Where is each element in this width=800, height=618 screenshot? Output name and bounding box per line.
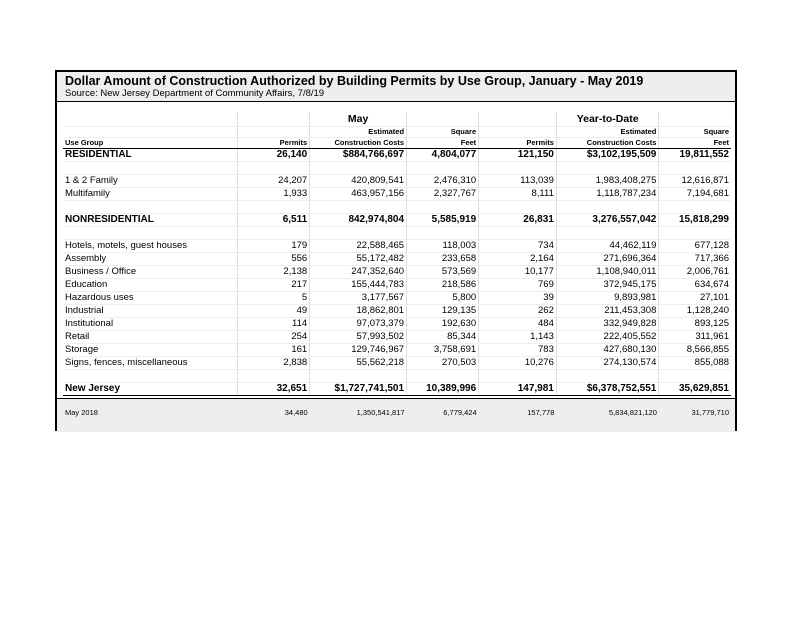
footer-permits: 34,480: [284, 408, 308, 417]
cell-sqft: 218,586: [407, 279, 479, 292]
cell-ytd-cost: 44,462,119: [556, 240, 659, 253]
header-ytd-square: Square: [659, 127, 731, 138]
table-row: [63, 175, 731, 188]
table-row: [63, 279, 731, 292]
report-frame: [55, 70, 737, 431]
cell-sqft: 2,327,767: [407, 188, 479, 201]
table-row: [63, 292, 731, 305]
cell-label: 1 & 2 Family: [63, 175, 238, 188]
cell-ytd-permits: 26,831: [479, 214, 557, 227]
cell-permits: 2,838: [238, 357, 310, 370]
header-feet: Feet: [407, 138, 479, 149]
cell-permits: 556: [238, 253, 310, 266]
cell-sqft: 129,135: [407, 305, 479, 318]
cell-ytd-permits: 10,177: [479, 266, 557, 279]
footer-ytd-sqft: 31,779,710: [691, 408, 729, 417]
cell-ytd-cost: 332,949,828: [556, 318, 659, 331]
spacer-row: [63, 227, 731, 240]
cell-sqft: 10,389,996: [407, 383, 479, 396]
cell-ytd-cost: 1,108,940,011: [556, 266, 659, 279]
cell-permits: 26,140: [238, 149, 310, 162]
cell-ytd-sqft: 893,125: [659, 318, 731, 331]
cell-ytd-cost: 3,276,557,042: [556, 214, 659, 227]
table-row: [63, 318, 731, 331]
cell-ytd-cost: 222,405,552: [556, 331, 659, 344]
header-estimated: Estimated: [310, 127, 407, 138]
cell-cost: 97,073,379: [310, 318, 407, 331]
cell-sqft: 5,585,919: [407, 214, 479, 227]
table-row: [63, 331, 731, 344]
cell-ytd-permits: 39: [479, 292, 557, 305]
cell-permits: 1,933: [238, 188, 310, 201]
cell-ytd-sqft: 19,811,552: [659, 149, 731, 162]
cell-label: Multifamily: [63, 188, 238, 201]
cell-label: Signs, fences, miscellaneous: [63, 357, 238, 370]
cell-permits: 161: [238, 344, 310, 357]
footer-sqft: 6,779,424: [443, 408, 477, 417]
cell-label: NONRESIDENTIAL: [63, 214, 238, 227]
cell-ytd-cost: 1,118,787,234: [556, 188, 659, 201]
cell-ytd-permits: 734: [479, 240, 557, 253]
cell-permits: 24,207: [238, 175, 310, 188]
cell-ytd-cost: $3,102,195,509: [556, 149, 659, 162]
cell-sqft: 5,800: [407, 292, 479, 305]
cell-ytd-sqft: 35,629,851: [659, 383, 731, 396]
table-row: [63, 305, 731, 318]
cell-permits: 179: [238, 240, 310, 253]
header-ytd-estimated: Estimated: [556, 127, 659, 138]
cell-ytd-permits: 121,150: [479, 149, 557, 162]
header-ytd-permits: Permits: [479, 138, 557, 149]
cell-permits: 114: [238, 318, 310, 331]
spacer-row: [63, 370, 731, 383]
footer-ytd-cost: 5,834,821,120: [608, 408, 657, 417]
cell-sqft: 270,503: [407, 357, 479, 370]
cell-ytd-permits: 1,143: [479, 331, 557, 344]
header-ytd-feet: Feet: [659, 138, 731, 149]
cell-cost: 55,562,218: [310, 357, 407, 370]
cell-ytd-cost: 274,130,574: [556, 357, 659, 370]
cell-label: RESIDENTIAL: [63, 149, 238, 162]
cell-ytd-permits: 2,164: [479, 253, 557, 266]
cell-cost: 129,746,967: [310, 344, 407, 357]
cell-ytd-cost: $6,378,752,551: [556, 383, 659, 396]
cell-ytd-sqft: 8,566,855: [659, 344, 731, 357]
cell-ytd-permits: 113,039: [479, 175, 557, 188]
footer-ytd-permits: 157,778: [527, 408, 555, 417]
cell-sqft: 85,344: [407, 331, 479, 344]
cell-label: Hotels, motels, guest houses: [63, 240, 238, 253]
header-construction-costs: Construction Costs: [310, 138, 407, 149]
cell-ytd-permits: 484: [479, 318, 557, 331]
cell-cost: 463,957,156: [310, 188, 407, 201]
cell-cost: 22,588,465: [310, 240, 407, 253]
cell-ytd-sqft: 15,818,299: [659, 214, 731, 227]
title-block: [57, 72, 735, 102]
cell-cost: 842,974,804: [310, 214, 407, 227]
cell-label: Institutional: [63, 318, 238, 331]
cell-permits: 6,511: [238, 214, 310, 227]
cell-ytd-permits: 262: [479, 305, 557, 318]
cell-label: Retail: [63, 331, 238, 344]
header-row-1: [63, 127, 731, 138]
cell-ytd-sqft: 634,674: [659, 279, 731, 292]
footer-row: [63, 407, 731, 419]
cell-ytd-permits: 10,276: [479, 357, 557, 370]
cell-cost: 155,444,783: [310, 279, 407, 292]
table-row: [63, 240, 731, 253]
cell-permits: 2,138: [238, 266, 310, 279]
footer-table: [63, 407, 731, 419]
cell-label: Industrial: [63, 305, 238, 318]
cell-sqft: 4,804,077: [407, 149, 479, 162]
cell-permits: 49: [238, 305, 310, 318]
total-row: [63, 383, 731, 396]
cell-label: Hazardous uses: [63, 292, 238, 305]
cell-ytd-sqft: 12,616,871: [659, 175, 731, 188]
cell-permits: 254: [238, 331, 310, 344]
cell-cost: 55,172,482: [310, 253, 407, 266]
header-permits: Permits: [238, 138, 310, 149]
cell-cost: $884,766,697: [310, 149, 407, 162]
cell-cost: 57,993,502: [310, 331, 407, 344]
cell-ytd-cost: 427,680,130: [556, 344, 659, 357]
cell-ytd-cost: 9,893,981: [556, 292, 659, 305]
group-ytd: Year-to-Date: [556, 112, 659, 127]
footer-label: May 2018: [65, 408, 98, 417]
cell-ytd-sqft: 311,961: [659, 331, 731, 344]
footer-comparison: [57, 398, 735, 432]
table-row: [63, 214, 731, 227]
report-source: Source: New Jersey Department of Community Affairs, 7/8/19: [65, 88, 325, 99]
spacer-row: [63, 201, 731, 214]
cell-label: Assembly: [63, 253, 238, 266]
cell-ytd-sqft: 677,128: [659, 240, 731, 253]
table-row: [63, 344, 731, 357]
cell-ytd-cost: 372,945,175: [556, 279, 659, 292]
table-row: [63, 266, 731, 279]
table-row: [63, 253, 731, 266]
table-row: [63, 188, 731, 201]
header-square: Square: [407, 127, 479, 138]
cell-ytd-permits: 783: [479, 344, 557, 357]
group-may: May: [310, 112, 407, 127]
cell-sqft: 118,003: [407, 240, 479, 253]
permits-table: [63, 112, 731, 396]
cell-ytd-cost: 271,696,364: [556, 253, 659, 266]
cell-sqft: 573,569: [407, 266, 479, 279]
cell-label: Storage: [63, 344, 238, 357]
report-title: Dollar Amount of Construction Authorized by Building Permits by Use Group, January - May 2019: [65, 74, 644, 88]
cell-ytd-permits: 147,981: [479, 383, 557, 396]
group-header-row: [63, 112, 731, 127]
cell-label: Education: [63, 279, 238, 292]
cell-sqft: 233,658: [407, 253, 479, 266]
cell-label: New Jersey: [63, 383, 238, 396]
cell-ytd-sqft: 27,101: [659, 292, 731, 305]
cell-cost: 420,809,541: [310, 175, 407, 188]
cell-ytd-cost: 1,983,408,275: [556, 175, 659, 188]
header-ytd-construction-costs: Construction Costs: [556, 138, 659, 149]
cell-sqft: 2,476,310: [407, 175, 479, 188]
cell-ytd-sqft: 855,088: [659, 357, 731, 370]
cell-cost: $1,727,741,501: [310, 383, 407, 396]
table-row: [63, 149, 731, 162]
cell-permits: 32,651: [238, 383, 310, 396]
table-row: [63, 357, 731, 370]
footer-cost: 1,350,541,817: [356, 408, 405, 417]
cell-ytd-cost: 211,453,308: [556, 305, 659, 318]
cell-ytd-permits: 769: [479, 279, 557, 292]
cell-ytd-permits: 8,111: [479, 188, 557, 201]
cell-ytd-sqft: 1,128,240: [659, 305, 731, 318]
spacer-row: [63, 162, 731, 175]
cell-sqft: 192,630: [407, 318, 479, 331]
header-row-2: [63, 138, 731, 149]
cell-ytd-sqft: 717,366: [659, 253, 731, 266]
header-use-group: Use Group: [63, 138, 238, 149]
cell-cost: 247,352,640: [310, 266, 407, 279]
cell-label: Business / Office: [63, 266, 238, 279]
cell-ytd-sqft: 2,006,761: [659, 266, 731, 279]
cell-cost: 3,177,567: [310, 292, 407, 305]
cell-cost: 18,862,801: [310, 305, 407, 318]
cell-ytd-sqft: 7,194,681: [659, 188, 731, 201]
cell-permits: 5: [238, 292, 310, 305]
cell-permits: 217: [238, 279, 310, 292]
cell-sqft: 3,758,691: [407, 344, 479, 357]
